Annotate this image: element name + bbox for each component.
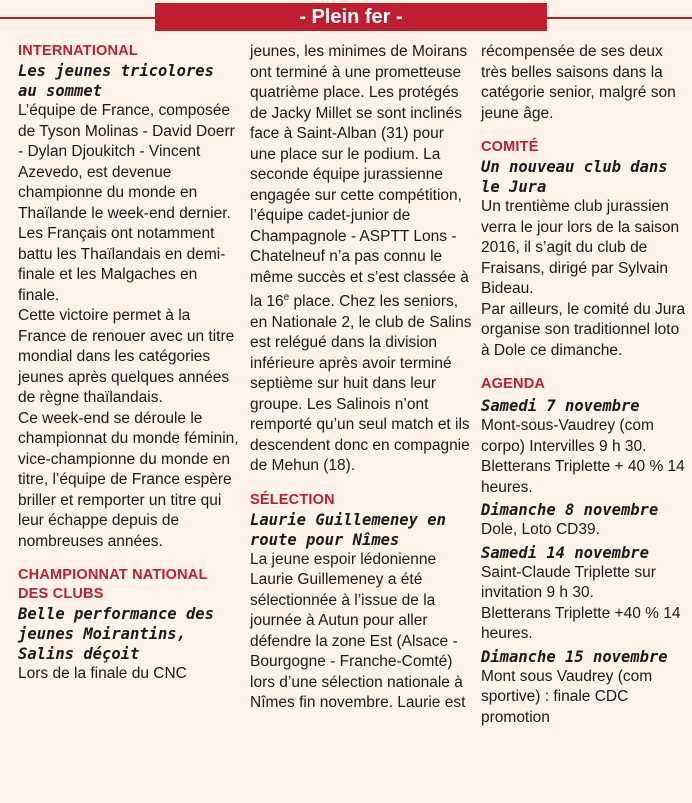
comite-paragraph: Par ailleurs, le comité du Jura organise son traditionnel loto à Dole ce dimanche. [481,300,686,359]
agenda-line: Dole, Loto CD39. [481,521,600,538]
championnat-category: CHAMPIONNAT NATIONAL DES CLUBS [18,567,208,602]
agenda-line: Saint-Claude Triplette sur invitation 9 h 30. [481,563,656,601]
selection-text: La jeune espoir lédonienne Laurie Guillemeney a été sélectionnée à l’issue de la journée à Autun pour aller défendre la zone Est (Alsace - Bourgogne - Franche-Comté) lors d’une sélection nationale à Nîmes fin novembre. Laurie est [250,550,466,712]
agenda-date: Dimanche 8 novembre [481,501,659,519]
comite-category: COMITÉ [481,139,539,155]
selection-category: SÉLECTION [250,491,335,508]
agenda-date: Dimanche 15 novembre [481,647,668,666]
championnat-text-b: place. Chez les seniors, en Nationale 2, le club de Salins est relégué dans la division inférieure après avoir terminé septième sur huit dans leur groupe. Les Salinois n’ont remporté qu’un seul match et ils descendent donc en compagnie de Mehun (18). [250,293,472,475]
championnat-text-start: Lors de la finale du CNC [18,665,187,682]
international-paragraph: Cette victoire permet à la France de renouer avec un titre mondial dans les catégories jeunes après quelques années de règne thaïlandais. [18,307,235,406]
agenda-line: Mont-sous-Vaudrey (com corpo) Intervilles 9 h 30. [481,417,654,455]
agenda-date: Samedi 14 novembre [481,543,649,562]
column-1 [18,42,240,685]
section-header [0,0,692,34]
championnat-headline: Belle performance des jeunes Moirantins, Salins déçoit [18,605,214,663]
agenda-date: Samedi 7 novembre [481,397,640,415]
agenda-line: Bletterans Triplette + 40 % 14 heures. [481,458,685,496]
international-headline: Les jeunes tricolores au sommet [18,62,214,100]
agenda-line: Bletterans Triplette +40 % 14 heures. [481,604,681,642]
international-paragraph: L’équipe de France, composée de Tyson Molinas - David Doerr - Dylan Djoukitch - Vincent Azevedo, est devenue championne du monde en Thaïlande le week-end dernier. Les Français ont notamment battu les Thaïlandais en demi-finale et les Malgaches en finale. [18,102,235,304]
championnat-text-continued [250,42,472,477]
selection-text-continued: récompensée de ses deux très belles saisons dans la catégorie senior, malgré son jeune âge. [481,43,676,122]
international-category: INTERNATIONAL [18,43,138,59]
agenda-category: AGENDA [481,376,546,392]
comite-paragraph: Un trentième club jurassien verra le jour lors de la saison 2016, il s’agit du club de Fraisans, dirigé par Sylvain Bideau. [481,198,680,297]
section-title: - Plein fer - [155,3,547,31]
comite-headline: Un nouveau club dans le Jura [481,158,668,196]
agenda-line: Mont sous Vaudrey (com sportive) : finale CDC promotion [481,667,653,726]
column-3 [481,42,686,728]
international-paragraph: Ce week-end se déroule le championnat du monde féminin, vice-championne du monde en titre, l’équipe de France espère briller et remporter un titre qui leur échappe depuis de nombreuses années. [18,409,239,550]
column-2 [250,42,472,714]
ordinal-suffix: e [283,292,290,303]
championnat-text-a: jeunes, les minimes de Moirans ont terminé à une prometteuse quatrième place. Les protégés de Jacky Millet se sont inclinés face à Saint-Alban (31) pour une place sur le podium. La seconde équipe jurassienne engagée sur cette compétition, l’équipe cadet-junior de Champagnole - ASPTT Lons - Chatelneuf n’a pas connu le même succès et s’est classée à la 16 [250,43,469,311]
selection-headline: Laurie Guillemeney en route pour Nîmes [250,510,446,549]
